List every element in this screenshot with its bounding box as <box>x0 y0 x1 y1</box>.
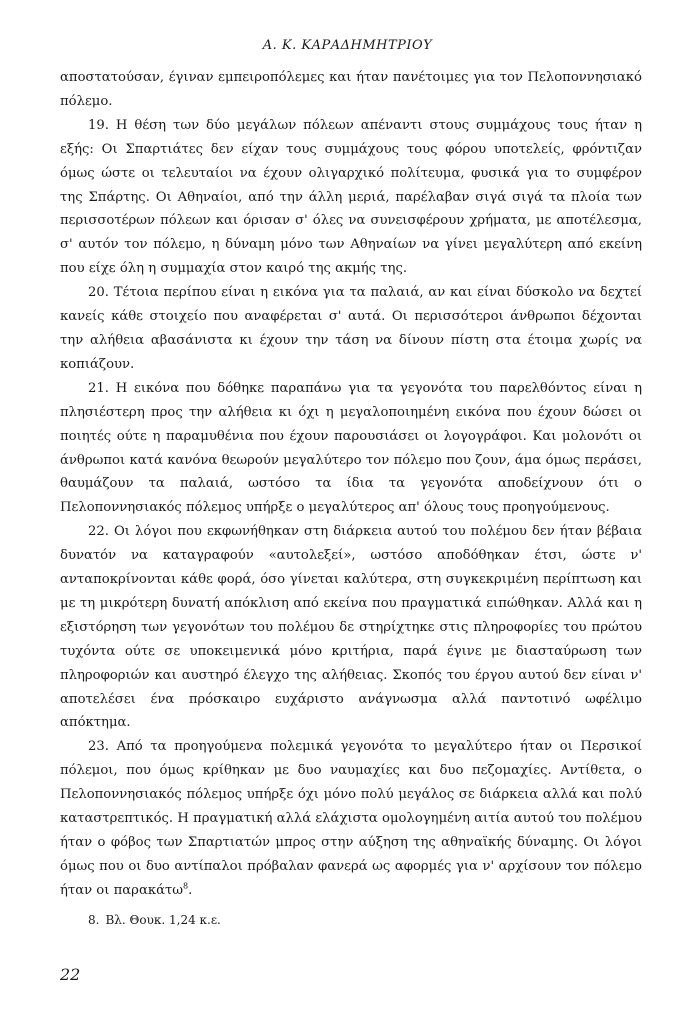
paragraph-23-end: . <box>188 882 193 898</box>
paragraph-19: 19. Η θέση των δύο μεγάλων πόλεων απέναντι στους συμμάχους τους ήταν η εξής: Οι Σπαρτιάτες δεν είχαν τους συμμάχους τους φόρου υποτελείς, φρόντιζαν όμως ώστε οι τελευταίοι να έχουν ολιγαρχικό πολίτευμα, φυσικά για το συμφέρον της Σπάρτης. Οι Αθηναίοι, από την άλλη μεριά, παρέλαβαν σιγά σιγά τα πλοία των περισσοτέρων πόλεων και όρισαν σ' όλες να συνεισφέρουν χρήματα, με αποτέλεσμα, σ' αυτόν τον πόλεμο, η δύναμη μόνο των Αθηναίων να γίνει μεγαλύτερη από εκείνη που είχε όλη η συμμαχία στον καιρό της ακμής της. <box>60 117 642 277</box>
paragraph-23-text: 23. Από τα προηγούμενα πολεμικά γεγονότα το μεγαλύτερο ήταν οι Περσικοί πόλεμοι, που όμως κρίθηκαν με δυο ναυμαχίες και δυο πεζομαχίες. Αντίθετα, ο Πελοποννησιακός πόλεμος υπήρξε όχι μόνο πολύ μεγάλος σε διάρκεια αλλά και πολύ καταστρεπτικός. Η πραγματική αλλά ελάχιστα ομολογημένη αιτία αυτού του πολέμου ήταν ο φόβος των Σπαρτιατών μπρος στην αύξηση της αθηναϊκής δύναμης. Οι λόγοι όμως που οι δυο αντίπαλοι πρόβαλαν φανερά ως αφορμές για ν' αρχίσουν τον πόλεμο ήταν οι παρακάτω <box>60 739 642 898</box>
running-head: Α. Κ. ΚΑΡΑΔΗΜΗΤΡΙΟΥ <box>262 38 433 53</box>
paragraph-22: 22. Οι λόγοι που εκφωνήθηκαν στη διάρκεια αυτού του πολέμου δεν ήταν βέβαια δυνατόν να καταγραφούν «αυτολεξεί», ωστόσο αποδόθηκαν έτσι, ώστε ν' ανταποκρίνονται κάθε φορά, όσο γίνεται καλύτερα, στη συγκεκριμένη περίπτωση και με τη μικρότερη δυνατή απόκλιση από εκείνα που πραγματικά ειπώθηκαν. Αλλά και η εξιστόρηση των γεγονότων του πολέμου δε στηρίχτηκε στις πληροφορίες του πρώτου τυχόντα ούτε σε υποκειμενικά μόνο κριτήρια, παρά έγινε με διασταύρωση των πληροφοριών και αυστηρό έλεγχο της αλήθειας. Σκοπός του έργου αυτού δεν είναι ν' αποτελέσει ένα πρόσκαιρο ευχάριστο ανάγνωσμα αλλά παντοτινό ωφέλιμο απόκτημα. <box>60 524 642 731</box>
footnote-text: Βλ. Θουκ. 1,24 κ.ε. <box>105 913 221 927</box>
footnote <box>88 913 608 927</box>
body-text <box>60 66 642 903</box>
footnote-reference: 8 <box>183 881 189 891</box>
paragraph-20: 20. Τέτοια περίπου είναι η εικόνα για τα παλαιά, αν και είναι δύσκολο να δεχτεί κανείς κάθε στοιχείο που αναφέρεται σ' αυτά. Οι περισσότεροι άνθρωποι δέχονται την αλήθεια αβασάνιστα κι έχουν την τάση να δίνουν πίστη στα έτοιμα χωρίς να κοπιάζουν. <box>60 285 642 372</box>
page-number: 22 <box>60 965 81 984</box>
paragraph-continuation: αποστατούσαν, έγιναν εμπειροπόλεμες και ήταν πανέτοιμες για τον Πελοποννησιακό πόλεμο. <box>60 70 642 109</box>
footnote-number: 8. <box>88 913 100 927</box>
paragraph-21: 21. Η εικόνα που δόθηκε παραπάνω για τα γεγονότα του παρελθόντος είναι η πλησιέστερη προς την αλήθεια κι όχι η μεγαλοποιημένη εικόνα που έχουν δώσει οι ποιητές ούτε η παραμυθένια που έχουν παρουσιάσει οι λογογράφοι. Και μολονότι οι άνθρωποι κατά κανόνα θεωρούν μεγαλύτερο τον πόλεμο που ζουν, άμα όμως περάσει, θαυμάζουν τα παλαιά, ωστόσο τα ίδια τα γεγονότα αποδείχνουν ότι ο Πελοποννησιακός πόλεμος υπήρξε ο μεγαλύτερος απ' όλους τους προηγούμενους. <box>60 380 642 516</box>
paragraph-23 <box>60 735 642 902</box>
